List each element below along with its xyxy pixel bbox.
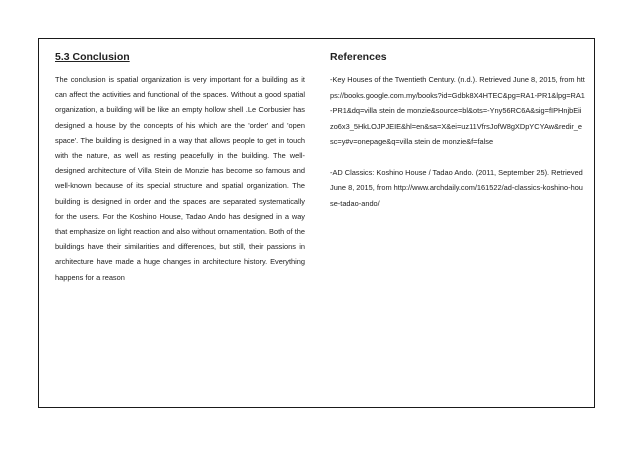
conclusion-paragraph: The conclusion is spatial organization is very important for a building as it can affect the activities and functional of the spaces. Without a good spatial organization, a building will be like an empty hollow shell .Le Corbusier has designed a house by the concepts of his which are the 'order' and 'open space'. The building is designed in a way that allows people to get in touch with the nature, as well as resting peacefully in the building. The well- designed architecture of Villa Stein de Monzie has become so famous and well-known because of its special structure and spatial organization. The building is designed in order and the spaces are separated systematically for the users. For the Koshino House, Tadao Ando has designed in a way that emphasize on light reaction and also without ornamentation. Both of the buildings have their similarities and differences, but still, their passions in architecture have made a huge changes in architecture history. Everything happens for a reason bbox=[55, 75, 305, 282]
conclusion-section bbox=[55, 51, 305, 285]
reference-item-2: -AD Classics: Koshino House / Tadao Ando. (2011, September 25). Retrieved June 8, 2015, from http://www.archdaily.com/161522/ad-classics-koshino-house-tadao-ando/ bbox=[330, 167, 583, 208]
reference-item-1: -Key Houses of the Twentieth Century. (n.d.). Retrieved June 8, 2015, from https://books.google.com.my/books?id=Gdbk8X4HTEC&pg=RA1-PR1&lpg=RA1-PR1&dq=villa stein de monzie&source=bl&ots=-Yny56RC6A&sig=fIPHnjbEiizo6x3_5HkLOJPJEIE&hl=en&sa=X&ei=uz11VfrsJofW8gXDpYCYAw&redir_esc=y#v=onepage&q=villa stein de monzie&f=false bbox=[330, 75, 585, 146]
reference-spacer bbox=[330, 150, 585, 165]
references-section bbox=[330, 51, 585, 211]
conclusion-heading: 5.3 Conclusion bbox=[55, 51, 130, 63]
references-heading: References bbox=[330, 51, 387, 63]
